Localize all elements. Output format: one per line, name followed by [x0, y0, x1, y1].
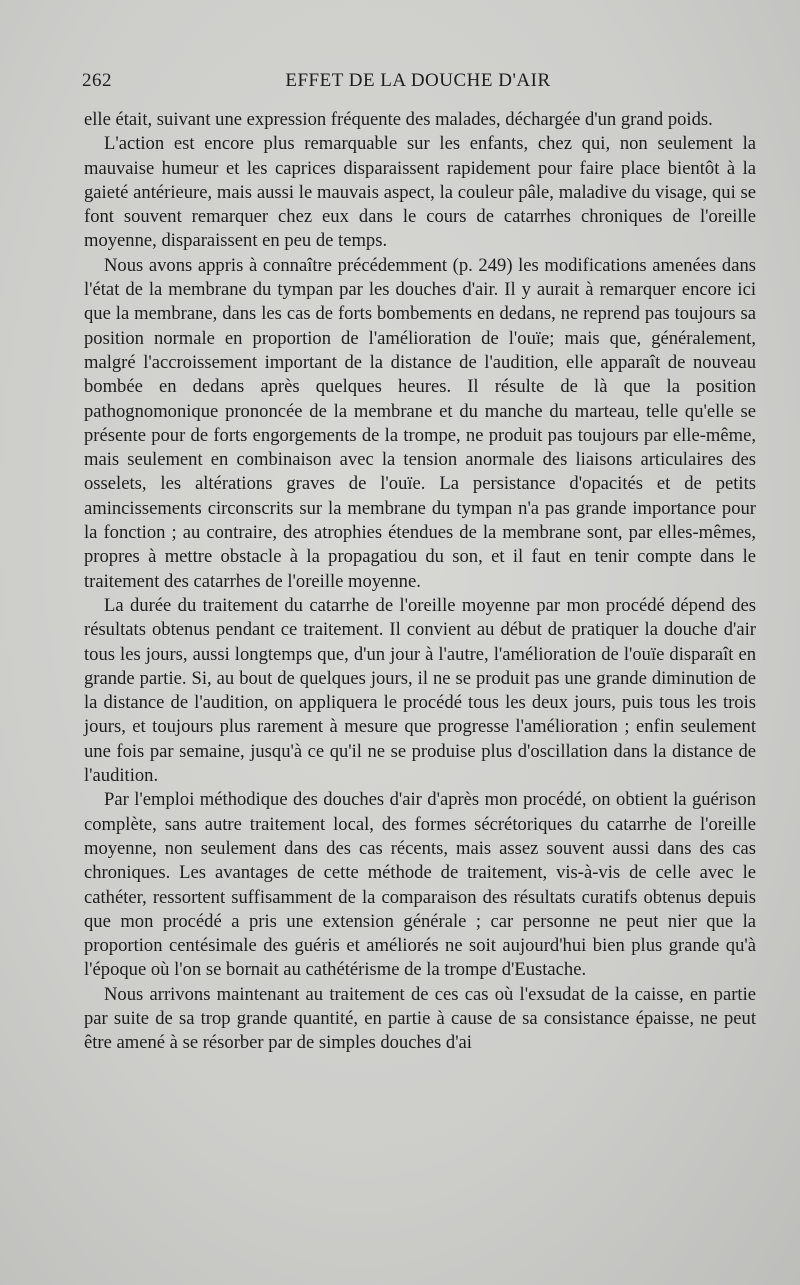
- running-title: EFFET DE LA DOUCHE D'AIR: [285, 70, 551, 91]
- paragraph-continuation: elle était, suivant une expression fréquente des malades, déchargée d'un grand poids.: [84, 109, 713, 130]
- paragraph: Nous avons appris à connaître précédemment (p. 249) les modifications amenées dans l'état de la membrane du tympan par les douches d'air. Il y aurait à remarquer encore ici que la membrane, dans les cas de forts bombements en dedans, ne reprend pas toujours sa position normale en proportion de l'amélioration de l'ouïe; mais que, généralement, malgré l'accroissement important de la distance de l'audition, elle apparaît de nouveau bombée en dedans après quelques heures. Il résulte de là que la position pathognomonique prononcée de la membrane et du manche du marteau, telle qu'elle se présente pour de forts engorgements de la trompe, ne produit pas toujours par elle-même, mais seulement en combinaison avec la tension anormale des liaisons articulaires des osselets, les altérations graves de l'ouïe. La persistance d'opacités et de petits amincissements circonscrits sur la membrane du tympan n'a pas grande importance pour la fonction ; au contraire, des atrophies étendues de la membrane sont, par elles-mêmes, propres à mettre obstacle à la propagatiou du son, et il faut en tenir compte dans le traitement des catarrhes de l'oreille moyenne.: [84, 254, 756, 592]
- running-header: [82, 70, 754, 94]
- paragraph: L'action est encore plus remarquable sur les enfants, chez qui, non seulement la mauvaise humeur et les caprices disparaissent rapidement pour faire place bientôt à la gaieté antérieure, mais aussi le mauvais aspect, la couleur pâle, maladive du visage, qui se font souvent remarquer chez eux dans le cours de catarrhes chroniques de l'oreille moyenne, disparaissent en peu de temps.: [84, 133, 756, 252]
- paragraph: Nous arrivons maintenant au traitement de ces cas où l'exsudat de la caisse, en partie par suite de sa trop grande quantité, en partie à cause de sa consistance épaisse, ne peut être amené à se résorber par de simples douches d'ai: [84, 983, 756, 1054]
- paragraph: La durée du traitement du catarrhe de l'oreille moyenne par mon procédé dépend des résultats obtenus pendant ce traitement. Il convient au début de pratiquer la douche d'air tous les jours, aussi longtemps que, d'un jour à l'autre, l'amélioration de l'ouïe disparaît en grande partie. Si, au bout de quelques jours, il ne se produit pas une grande diminution de la distance de l'audition, on appliquera le procédé tous les deux jours, puis tous les trois jours, et toujours plus rarement à mesure que progresse l'amélioration ; enfin seulement une fois par semaine, jusqu'à ce qu'il ne se produise plus d'oscillation dans la distance de l'audition.: [84, 594, 756, 787]
- page-number: 262: [82, 70, 112, 91]
- page-body: [84, 108, 756, 1225]
- paragraph: Par l'emploi méthodique des douches d'air d'après mon procédé, on obtient la guérison complète, sans autre traitement local, des formes sécrétoriques du catarrhe de l'oreille moyenne, non seulement dans des cas récents, mais assez souvent aussi dans des cas chroniques. Les avantages de cette méthode de traitement, vis-à-vis de celle avec le cathéter, ressortent suffisamment de la comparaison des résultats curatifs obtenus depuis que mon procédé a pris une extension générale ; car personne ne peut nier que la proportion centésimale des guéris et améliorés ne soit aujourd'hui bien plus grande qu'à l'époque où l'on se bornait au cathétérisme de la trompe d'Eustache.: [84, 789, 756, 981]
